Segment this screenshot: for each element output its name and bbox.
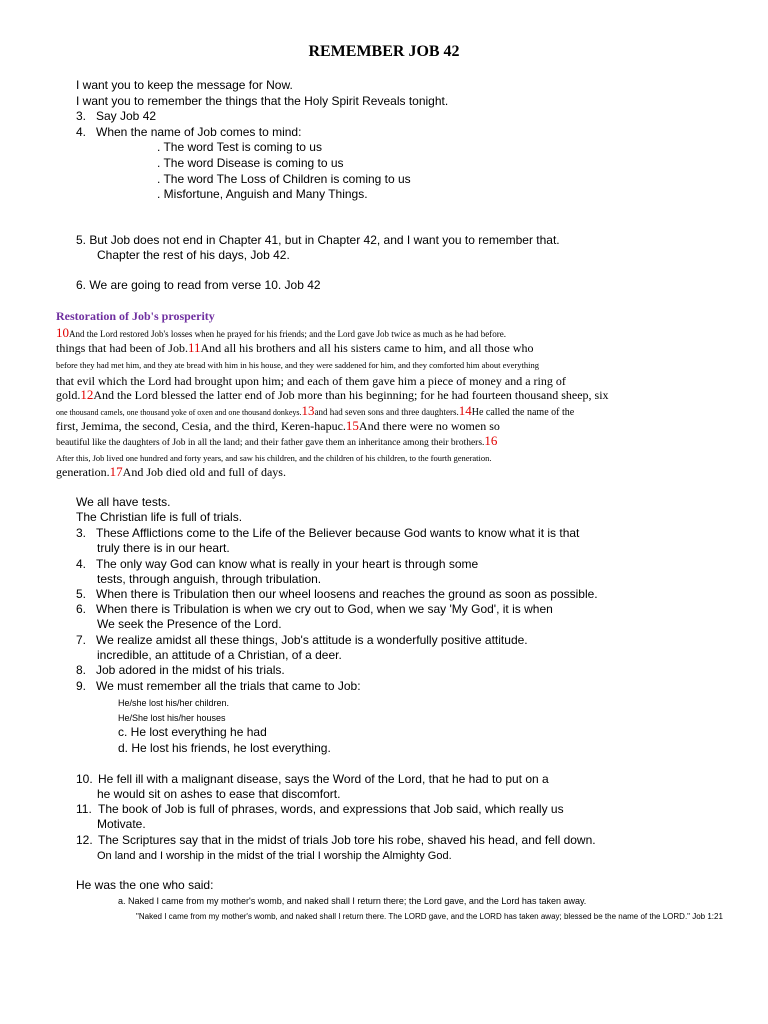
list-number: 9. — [76, 679, 87, 693]
list-number: 4. — [76, 557, 87, 571]
verse-number: 10 — [56, 325, 69, 340]
verse-text: And the Lord blessed the latter end of Job more than his beginning; for he had fourteen thousand sheep, six — [93, 388, 609, 402]
verse-number: 15 — [345, 418, 359, 433]
verse-number: 12 — [80, 387, 94, 402]
page-title: REMEMBER JOB 42 — [308, 43, 460, 60]
point-text: The only way God can know what is really in your heart is through some — [96, 557, 479, 571]
verse-text: gold. — [56, 388, 81, 402]
trial-item: c. He lost everything he had — [118, 725, 267, 739]
verse-text: And the Lord restored Job's losses when he prayed for his friends; and the Lord gave Job twice as much as he had before. — [69, 329, 506, 339]
intro-line-2: I want you to remember the things that the Holy Spirit Reveals tonight. — [76, 94, 449, 108]
point-5-continued: Chapter the rest of his days, Job 42. — [97, 248, 290, 262]
point-10 — [76, 772, 549, 788]
trial-item: d. He lost his friends, he lost everything. — [118, 741, 331, 755]
verse-text: first, Jemima, the second, Cesia, and the third, Keren-hapuc. — [56, 419, 346, 433]
point-11 — [76, 802, 564, 818]
point-10-continued: he would sit on ashes to ease that discomfort. — [97, 787, 341, 801]
scripture-line — [56, 355, 539, 373]
list-number: 3. — [76, 526, 87, 540]
said-item-a: a. Naked I came from my mother's womb, and naked shall I return there; the Lord gave, and the Lord has taken away. — [118, 896, 587, 906]
point-9 — [76, 679, 361, 695]
point-6b — [76, 602, 553, 618]
list-number: 6. — [76, 602, 87, 616]
point-text: We realize amidst all these things, Job's attitude is a wonderfully positive attitude. — [96, 633, 528, 647]
point-text: These Afflictions come to the Life of the Believer because God wants to know what it is that — [96, 526, 580, 540]
list-number: 5. — [76, 587, 87, 601]
verse-number: 14 — [458, 403, 472, 418]
verse-number: 16 — [484, 433, 498, 448]
point-4 — [76, 557, 478, 573]
point-text: Job adored in the midst of his trials. — [96, 663, 285, 677]
point-12 — [76, 833, 596, 849]
point-text: When there is Tribulation is when we cry out to God, when we say 'My God', it is when — [96, 602, 553, 616]
point-6b-continued: We seek the Presence of the Lord. — [97, 617, 282, 631]
list-number: 10. — [76, 772, 93, 786]
verse-text: And there were no women so — [358, 419, 500, 433]
point-5b — [76, 587, 598, 603]
verse-text: one thousand camels, one thousand yoke of oxen and one thousand donkeys. — [56, 408, 302, 417]
point-3 — [76, 526, 579, 542]
point-text: When there is Tribulation then our wheel loosens and reaches the ground as soon as possible. — [96, 587, 598, 601]
scripture-quote: "Naked I came from my mother's womb, and naked shall I return there. The LORD gave, and the LORD has taken away; blessed be the name of the LORD." Job 1:21 — [136, 912, 723, 921]
verse-text: before they had met him, and they ate bread with him in his house, and they were saddened for him, and they comforted him about everything — [56, 360, 539, 370]
tests-line-2: The Christian life is full of trials. — [76, 510, 243, 524]
point-12-continued: On land and I worship in the midst of the trial I worship the Almighty God. — [97, 850, 452, 862]
section-heading: Restoration of Job's prosperity — [56, 309, 215, 323]
point-text: We must remember all the trials that came to Job: — [96, 679, 361, 693]
verse-text: things that had been of Job. — [56, 341, 188, 355]
tests-line-1: We all have tests. — [76, 495, 171, 509]
intro-text: Say Job 42 — [96, 109, 157, 123]
trial-item: He/she lost his/her children. — [118, 698, 230, 708]
verse-number: 11 — [187, 340, 201, 355]
trial-item: He/She lost his/her houses — [118, 713, 226, 723]
verse-text: that evil which the Lord had brought upon him; and each of them gave him a piece of money and a ring of — [56, 374, 566, 388]
list-number: 8. — [76, 663, 87, 677]
verse-number: 13 — [301, 403, 315, 418]
point-6: 6. We are going to read from verse 10. Job 42 — [76, 278, 321, 292]
point-4-continued: tests, through anguish, through tribulation. — [97, 572, 322, 586]
verse-text: and had seven sons and three daughters. — [314, 407, 459, 417]
mind-item: . The word Test is coming to us — [157, 140, 322, 154]
said-intro: He was the one who said: — [76, 878, 214, 892]
verse-text: After this, Job lived one hundred and forty years, and saw his children, and the children of his children, to the fourth generation. — [56, 453, 492, 463]
point-text: The book of Job is full of phrases, words, and expressions that Job said, which really us — [98, 802, 564, 816]
scripture-line — [56, 463, 286, 481]
verse-text: beautiful like the daughters of Job in all the land; and their father gave them an inheritance among their brothers. — [56, 438, 485, 448]
verse-text: And all his brothers and all his sisters came to him, and all those who — [200, 341, 534, 355]
point-text: The Scriptures say that in the midst of trials Job tore his robe, shaved his head, and fell down. — [98, 833, 596, 847]
intro-text: When the name of Job comes to mind: — [96, 125, 302, 139]
verse-number: 17 — [109, 464, 123, 479]
point-text: He fell ill with a malignant disease, says the Word of the Lord, that he had to put on a — [98, 772, 549, 786]
list-number: 4. — [76, 125, 87, 139]
verse-text: And Job died old and full of days. — [122, 465, 286, 479]
intro-line-3 — [76, 109, 156, 125]
point-11-continued: Motivate. — [97, 817, 146, 831]
list-number: 7. — [76, 633, 87, 647]
list-number: 12. — [76, 833, 93, 847]
mind-item: . The word The Loss of Children is coming to us — [157, 172, 411, 186]
point-7-continued: incredible, an attitude of a Christian, of a deer. — [97, 648, 342, 662]
point-8 — [76, 663, 285, 679]
list-number: 11. — [76, 802, 92, 816]
verse-text: generation. — [56, 465, 110, 479]
intro-line-4 — [76, 125, 301, 141]
mind-item: . Misfortune, Anguish and Many Things. — [157, 187, 368, 201]
point-7 — [76, 633, 528, 649]
mind-item: . The word Disease is coming to us — [157, 156, 344, 170]
verse-text: He called the name of the — [471, 407, 575, 418]
list-number: 3. — [76, 109, 87, 123]
point-5: 5. But Job does not end in Chapter 41, but in Chapter 42, and I want you to remember that. — [76, 233, 560, 247]
intro-line-1: I want you to keep the message for Now. — [76, 78, 293, 92]
point-3-continued: truly there is in our heart. — [97, 541, 230, 555]
